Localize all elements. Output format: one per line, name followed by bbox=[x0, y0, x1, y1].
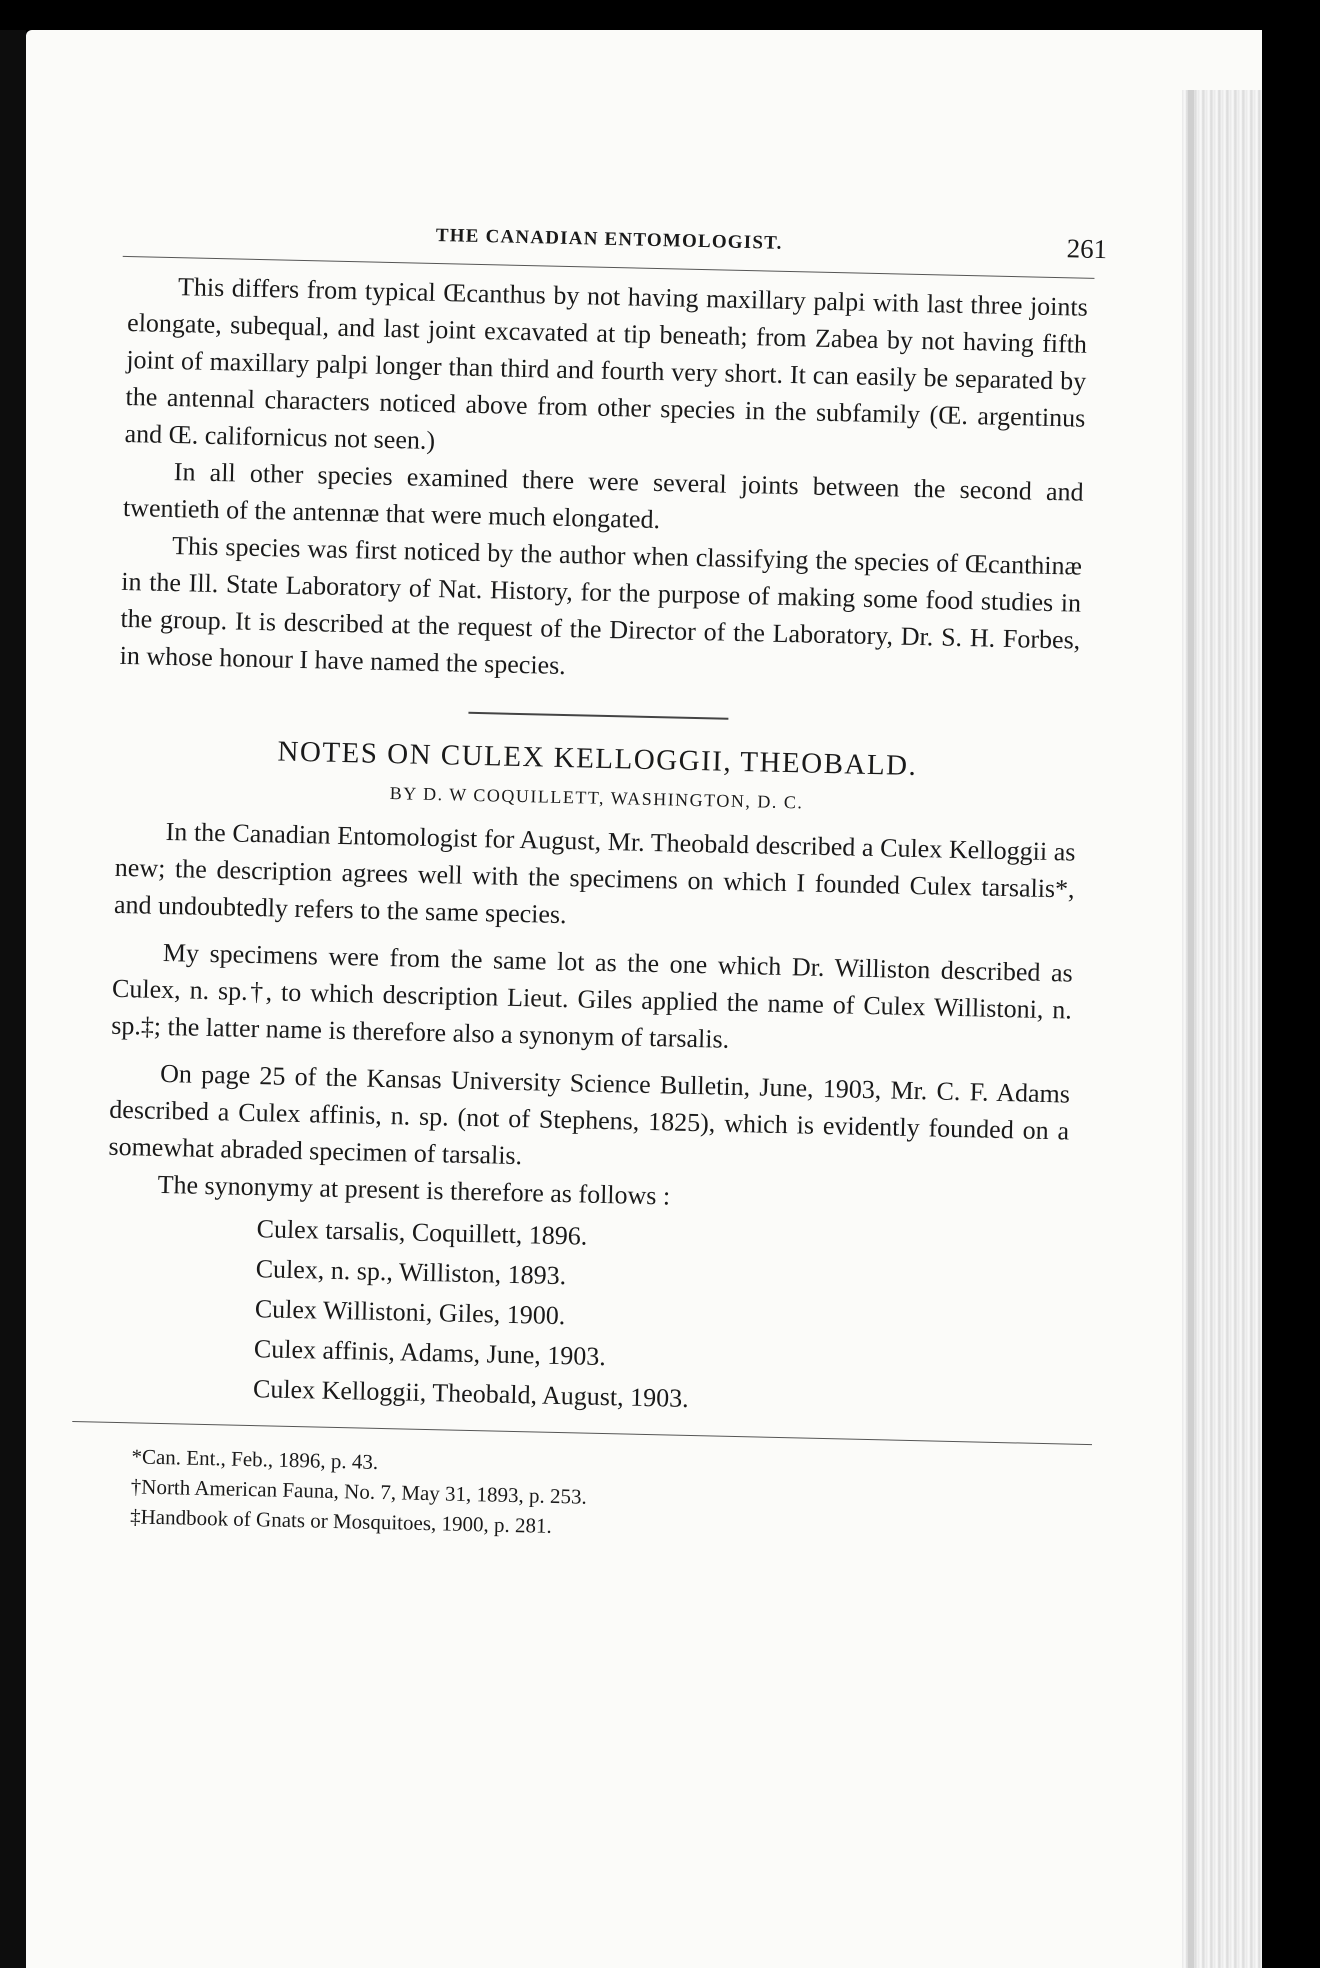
paragraph: My specimens were from the same lot as the one which Dr. Williston described as Culex, n. sp.†, to which description Lieut. Giles applied the name of Culex Willistoni, n. sp.‡; the latter name is therefore also a synonym of tarsalis. bbox=[110, 937, 1074, 1054]
paragraph: In all other species examined there were several joints between the second and twentieth of the antennæ that were much elongated. bbox=[122, 457, 1084, 535]
article-title: NOTES ON CULEX KELLOGGII, THEOBALD. bbox=[277, 735, 918, 783]
paragraph: This differs from typical Œcanthus by not having maxillary palpi with last three joints elongate, subequal, and last joint excavated at tip beneath; from Zabea by not having fifth joint of maxillary palpi longer than third and fourth very short. It can easily be separated by the antennal characters noticed above from other species in the subfamily (Œ. argentinus and Œ. californicus not seen.) bbox=[124, 272, 1089, 455]
synonym-entry: Culex Kelloggii, Theobald, August, 1903. bbox=[252, 1374, 690, 1413]
paragraph: In the Canadian Entomologist for August, Mr. Theobald described a Culex Kelloggii as new; the description agrees well with the specimens on which I founded Culex tarsalis*, and undoubtedly refers to the same species. bbox=[113, 816, 1076, 930]
paragraph: This species was first noticed by the author when classifying the species of Œcanthinæ in the Ill. State Laboratory of Nat. History, for the purpose of making some food studies in the group. It is described at the request of the Director of the Laboratory, Dr. S. H. Forbes, in whose honour I have named the species. bbox=[119, 531, 1083, 681]
page-edge-shadow bbox=[1188, 90, 1194, 1968]
page-edge-stack bbox=[1182, 90, 1262, 1968]
synonym-entry: Culex, n. sp., Williston, 1893. bbox=[255, 1254, 567, 1291]
article-byline: BY D. W COQUILLETT, WASHINGTON, D. C. bbox=[389, 783, 804, 813]
footnote: ‡Handbook of Gnats or Mosquitoes, 1900, p. 281. bbox=[129, 1504, 553, 1538]
synonym-entry: Culex tarsalis, Coquillett, 1896. bbox=[256, 1214, 588, 1251]
footnote: *Can. Ent., Feb., 1896, p. 43. bbox=[131, 1444, 379, 1474]
section-divider bbox=[468, 712, 728, 720]
page-content bbox=[100, 200, 1108, 1552]
page-number: 261 bbox=[1066, 233, 1108, 265]
footnote: †North American Fauna, No. 7, May 31, 1893, p. 253. bbox=[130, 1474, 588, 1509]
footnotes bbox=[130, 1441, 1062, 1552]
synonym-entry: Culex Willistoni, Giles, 1900. bbox=[254, 1294, 566, 1331]
book-page bbox=[26, 30, 1262, 1968]
synonym-entry: Culex affinis, Adams, June, 1903. bbox=[253, 1334, 607, 1372]
paragraph: The synonymy at present is therefore as follows : bbox=[157, 1169, 671, 1211]
scan-border-left bbox=[0, 30, 26, 1968]
paragraph: On page 25 of the Kansas University Science Bulletin, June, 1903, Mr. C. F. Adams described a Culex affinis, n. sp. (not of Stephens, 1825), which is evidently founded on a somewhat abraded specimen of tarsalis. bbox=[108, 1058, 1071, 1171]
synonymy-list bbox=[253, 1209, 1067, 1427]
running-head bbox=[129, 200, 1108, 278]
running-title: THE CANADIAN ENTOMOLOGIST. bbox=[435, 224, 783, 254]
